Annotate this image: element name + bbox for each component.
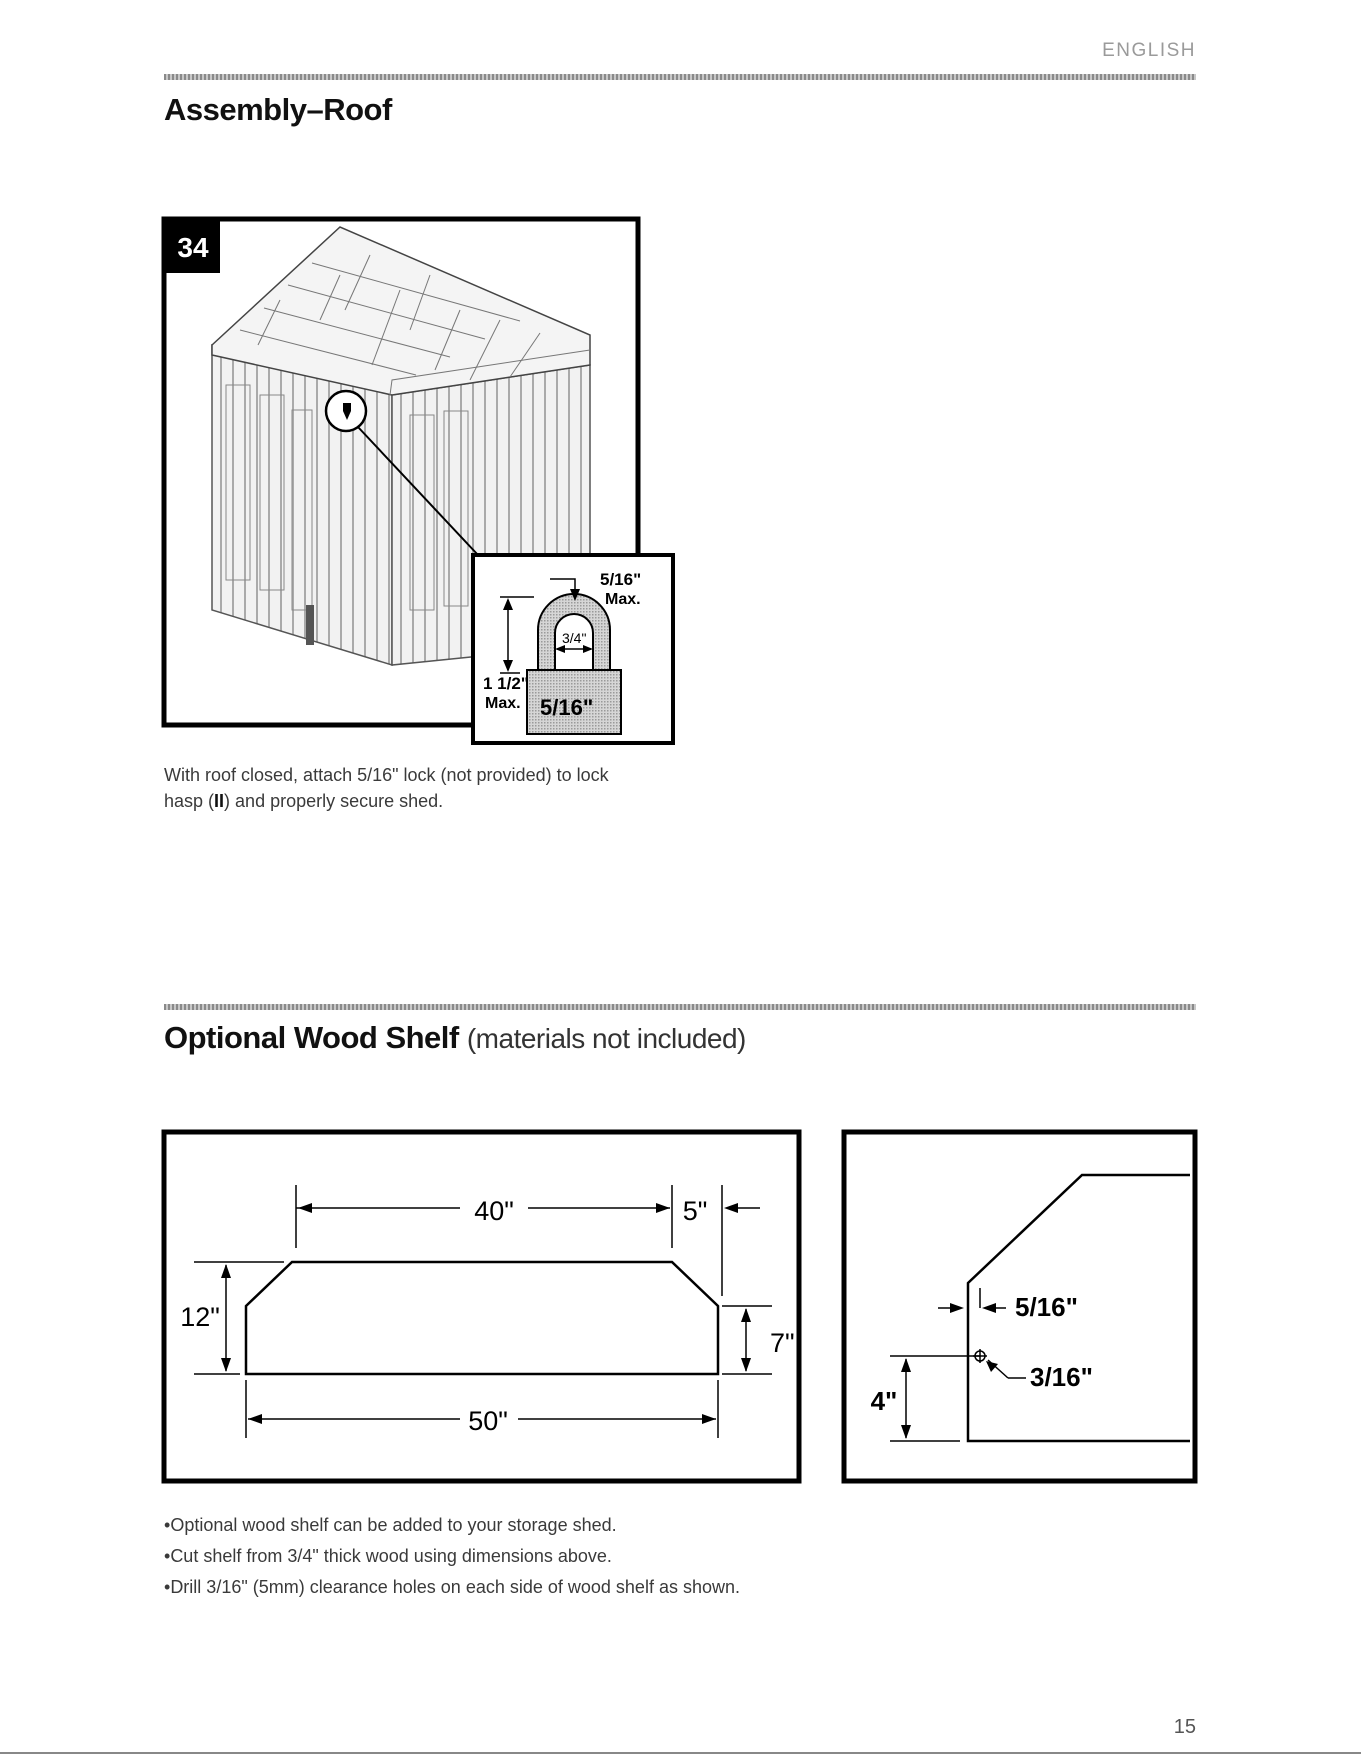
side-height-label: 7" [770, 1328, 795, 1358]
inner-width-label: 3/4" [562, 630, 587, 646]
shelf-instructions [164, 1510, 740, 1603]
page-number: 15 [1173, 1716, 1196, 1738]
optional-shelf-heading [164, 1020, 746, 1056]
lock-size-label: 5/16" [540, 695, 594, 720]
section-divider [164, 1004, 1196, 1010]
list-item: • Cut shelf from 3/4" thick wood using dimensions above. [164, 1541, 740, 1572]
assembly-roof-title: Assembly–Roof [164, 92, 392, 127]
optional-shelf-title: Optional Wood Shelf [164, 1020, 459, 1055]
language-label: ENGLISH [1102, 40, 1196, 61]
step-number: 34 [177, 232, 209, 263]
corner-offset-label: 5" [682, 1196, 708, 1226]
shackle-max-label: Max. [605, 591, 641, 608]
page-bottom-edge [0, 1752, 1361, 1754]
hole-detail-diagram [840, 1128, 1200, 1486]
clearance-label: 1 1/2" [483, 674, 529, 693]
step-34-caption: With roof closed, attach 5/16" lock (not provided) to lock hasp (II) and properly secure shed. [164, 765, 609, 811]
hole-offset-label: 5/16" [1015, 1292, 1078, 1322]
shackle-width-label: 5/16" [600, 570, 642, 589]
list-item: • Drill 3/16" (5mm) clearance holes on each side of wood shelf as shown. [164, 1572, 740, 1603]
bottom-length-label: 50" [468, 1406, 508, 1436]
height-label: 12" [180, 1302, 220, 1332]
clearance-max-label: Max. [485, 695, 521, 712]
shelf-dimension-diagram [160, 1128, 804, 1486]
step-34-figure [160, 215, 680, 755]
hole-size-label: 3/16" [1030, 1362, 1093, 1392]
hole-height-label: 4" [870, 1386, 898, 1416]
list-item: • Optional wood shelf can be added to your storage shed. [164, 1510, 740, 1541]
header-divider [164, 74, 1196, 80]
optional-shelf-subtitle: (materials not included) [466, 1023, 746, 1054]
top-length-label: 40" [474, 1196, 514, 1226]
